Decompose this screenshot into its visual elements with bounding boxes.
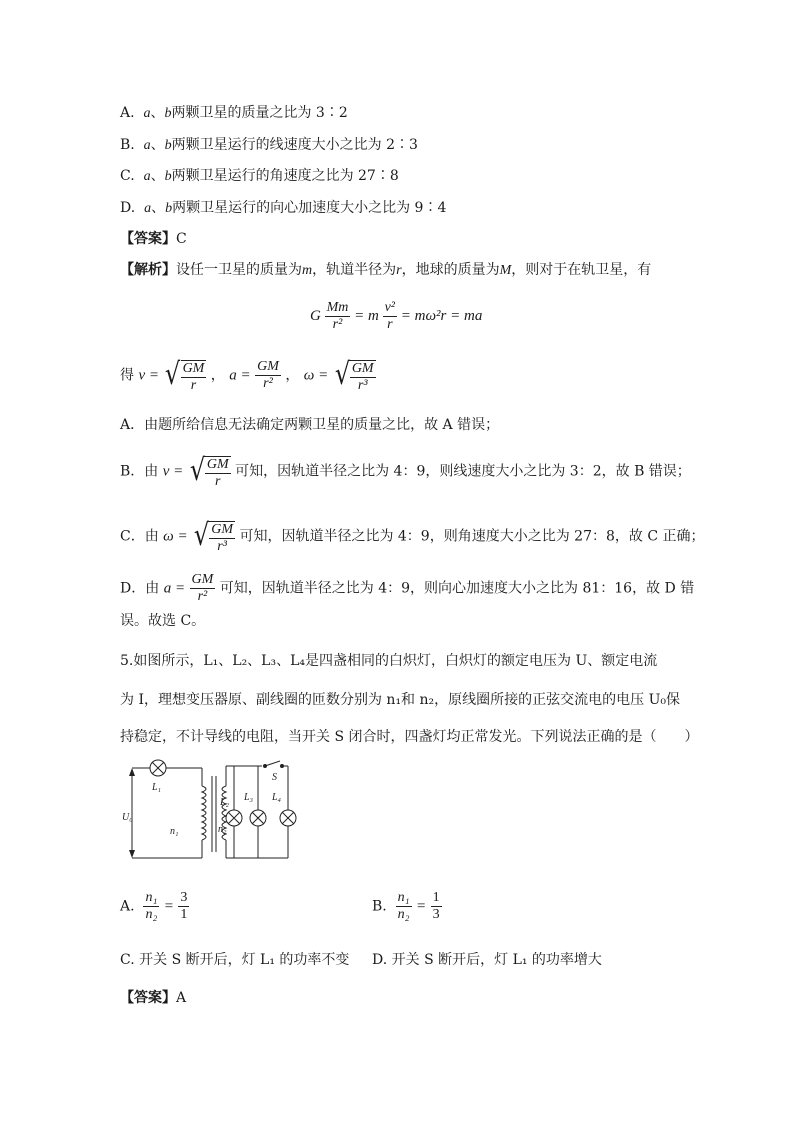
analysis-line-d-cont: 误。故选 C。 [120,613,206,629]
option-d: D. a、b两颗卫星运行的向心加速度大小之比为 9∶4 [120,200,447,216]
label-s: S [272,772,277,783]
label-u0: U₀ [122,812,133,823]
q5-line-2: 为 I，理想变压器原、副线圈的匝数分别为 n₁和 n₂，原线圈所接的正弦交流电的电压 U₀保 [120,692,680,708]
answer-q4: 【答案】C [120,231,187,247]
label-n1: n₁ [170,826,179,837]
analysis-line-c: C．由 ω = √ $\frac{GM}{\text{r³}}$ 可知，因轨道半径之比为 4：9，则角速度大小之比为 27：8，故 C 正确； [120,518,705,554]
q5-option-c: C. 开关 S 断开后，灯 L₁ 的功率不变 [120,952,350,968]
option-c: C. a、b两颗卫星运行的角速度之比为 27∶8 [120,168,399,184]
option-a: A. a、b两颗卫星的质量之比为 3∶2 [120,105,348,121]
analysis-line-b: B．由 v = √ $\frac{GM}{r}$ 可知，因轨道半径之比为 4：9，则线速度大小之比为 3：2，故 B 错误； [120,453,691,489]
label-l4: L₄ [272,792,282,803]
q5-option-b: B. $\frac{\text{n₁}}{\text{n₂}}$ = $\frac{1}{3}$ [372,890,440,922]
circuit-diagram [120,758,300,866]
label-l2: L₂ [220,797,230,808]
primary-coil [202,786,206,840]
label-l3: L₃ [244,792,254,803]
switch-s [265,761,280,766]
main-formula: G $\frac{Mm}{\text{r²}}$ = m $\frac{\text{v²}}{r}$ = mω²r = ma [310,300,483,332]
derived-formulas: 得 v = √ $\frac{GM}{r}$ ， a = $\frac{GM}{\text{r²}}$ ， ω = √ $\frac{GM}{\text{r³}}$ [120,357,374,393]
option-b: B. a、b两颗卫星运行的线速度大小之比为 2∶3 [120,137,418,153]
q5-option-d: D. 开关 S 断开后，灯 L₁ 的功率增大 [372,952,602,968]
analysis-line-d: D．由 a = $\frac{GM}{\text{r²}}$ 可知，因轨道半径之比为 4：9，则向心加速度大小之比为 81：16，故 D 错 [120,572,695,604]
analysis-intro: 【解析】设任一卫星的质量为m，轨道半径为r，地球的质量为M，则对于在轨卫星，有 [120,262,652,278]
analysis-line-a: A．由题所给信息无法确定两颗卫星的质量之比，故 A 错误； [120,417,500,433]
label-n2: n₂ [218,824,227,835]
q5-line-3: 持稳定，不计导线的电阻，当开关 S 闭合时，四盏灯均正常发光。下列说法正确的是（ ） [120,729,699,745]
q5-option-a: A. $\frac{\text{n₁}}{\text{n₂}}$ = $\frac{3}{1}$ [120,890,188,922]
q5-line-1: 5.如图所示，L₁、L₂、L₃、L₄是四盏相同的白炽灯，白炽灯的额定电压为 U、额定电流 [120,653,658,669]
answer-q5: 【答案】A [120,990,187,1006]
label-l1: L₁ [152,782,162,793]
